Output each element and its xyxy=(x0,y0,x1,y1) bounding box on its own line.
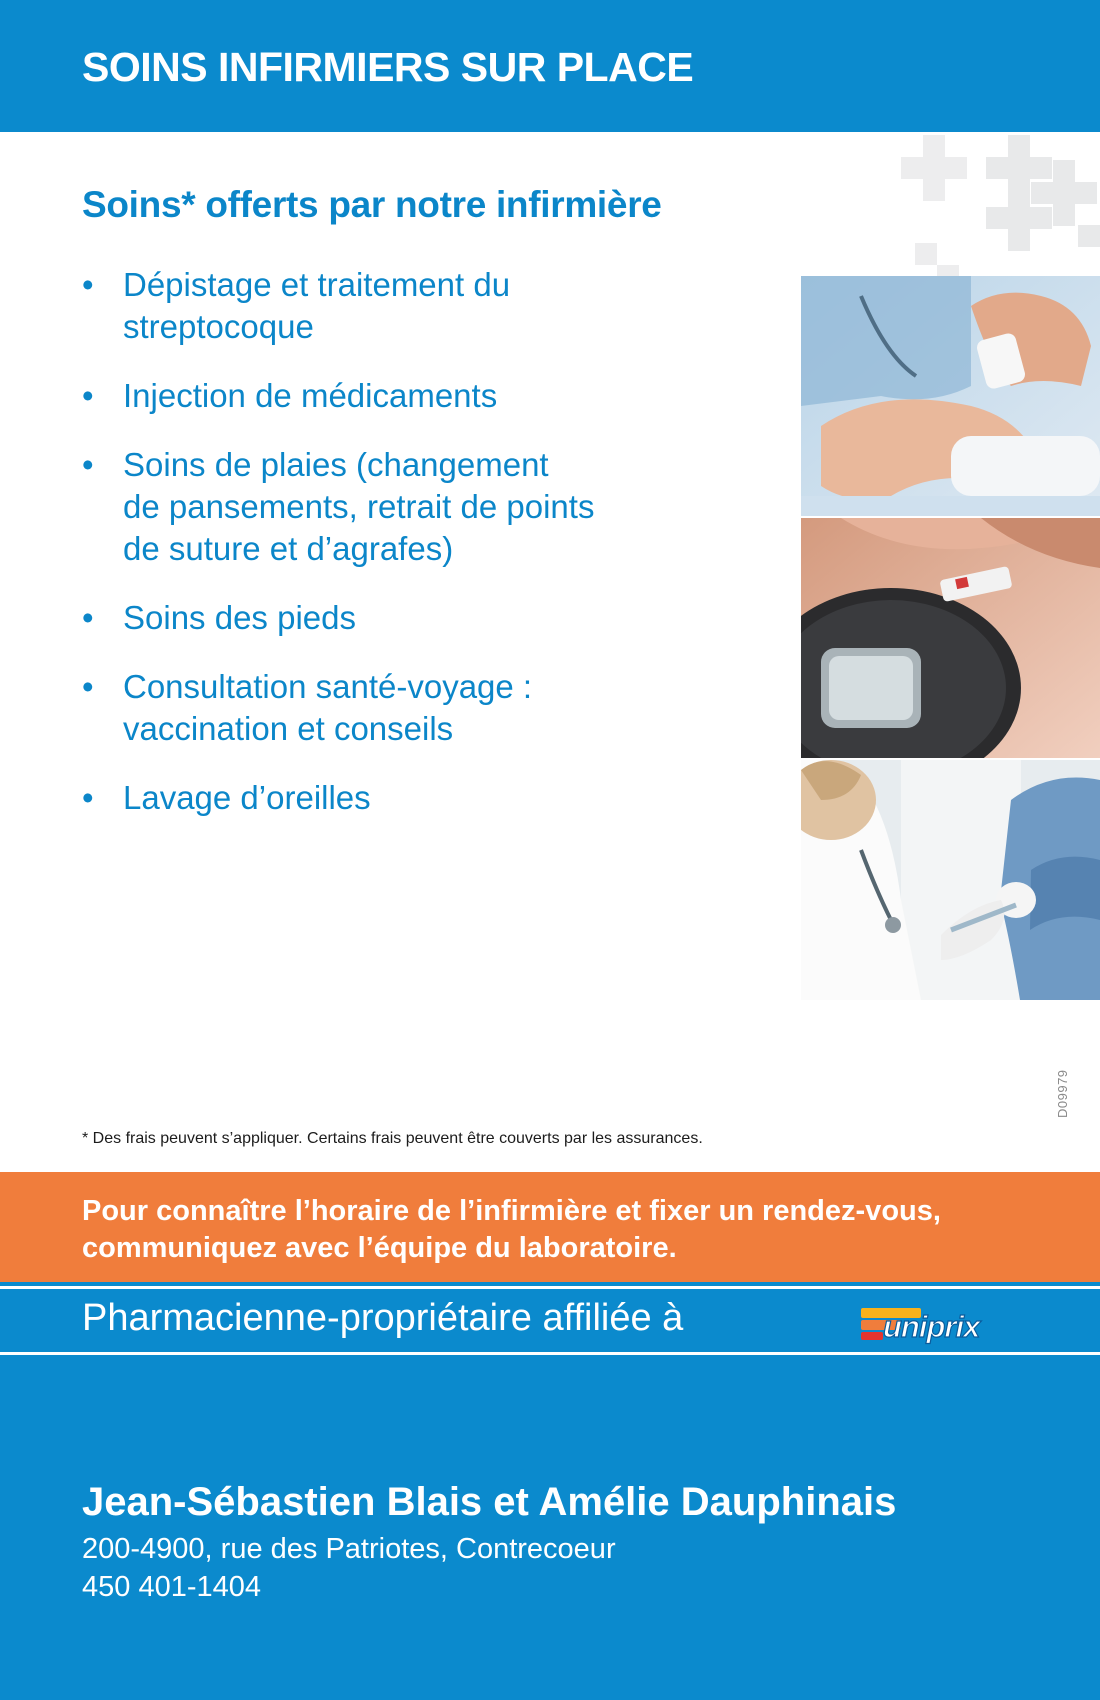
page-title: SOINS INFIRMIERS SUR PLACE xyxy=(82,44,694,90)
bullet-icon: • xyxy=(82,446,94,483)
uniprix-logo xyxy=(861,1304,1016,1346)
owners-name: Jean-Sébastien Blais et Amélie Dauphinais xyxy=(82,1480,897,1524)
divider xyxy=(0,1286,1100,1289)
list-item: • Dépistage et traitement du streptocoque xyxy=(82,266,511,345)
bullet-icon: • xyxy=(82,377,94,414)
plus-pattern-icon xyxy=(895,130,1100,280)
svg-text:uniprix: uniprix xyxy=(883,1309,980,1344)
divider xyxy=(0,1352,1100,1355)
glucometer-photo xyxy=(801,518,1100,758)
services-list xyxy=(82,264,722,846)
address: 200-4900, rue des Patriotes, Contrecoeur xyxy=(82,1533,616,1565)
section-title: Soins* offerts par notre infirmière xyxy=(82,184,662,225)
list-item: • Injection de médicaments xyxy=(82,375,722,417)
cta-text: Pour connaître l’horaire de l’infirmière et fixer un rendez-vous, communiquez avec l’équipe du laboratoire. xyxy=(82,1195,941,1264)
bullet-icon: • xyxy=(82,266,94,303)
footnote: * Des frais peuvent s’appliquer. Certains frais peuvent être couverts par les assurances. xyxy=(82,1130,703,1147)
bullet-icon: • xyxy=(82,779,94,816)
reference-code: D09979 xyxy=(1055,1069,1070,1118)
list-item: • Consultation santé-voyage : vaccination et conseils xyxy=(82,668,533,747)
affiliation-text: Pharmacienne-propriétaire affiliée à xyxy=(82,1297,684,1339)
vaccination-photo xyxy=(801,760,1100,1000)
list-item: • Soins des pieds xyxy=(82,597,722,639)
bullet-icon: • xyxy=(82,668,94,705)
phone-number: 450 401-1404 xyxy=(82,1571,261,1603)
bullet-icon: • xyxy=(82,599,94,636)
list-item: • Soins de plaies (changement de pansements, retrait de points de suture et d’agrafes) xyxy=(82,446,595,567)
list-item: • Lavage d’oreilles xyxy=(82,777,722,819)
bandaging-photo xyxy=(801,276,1100,516)
